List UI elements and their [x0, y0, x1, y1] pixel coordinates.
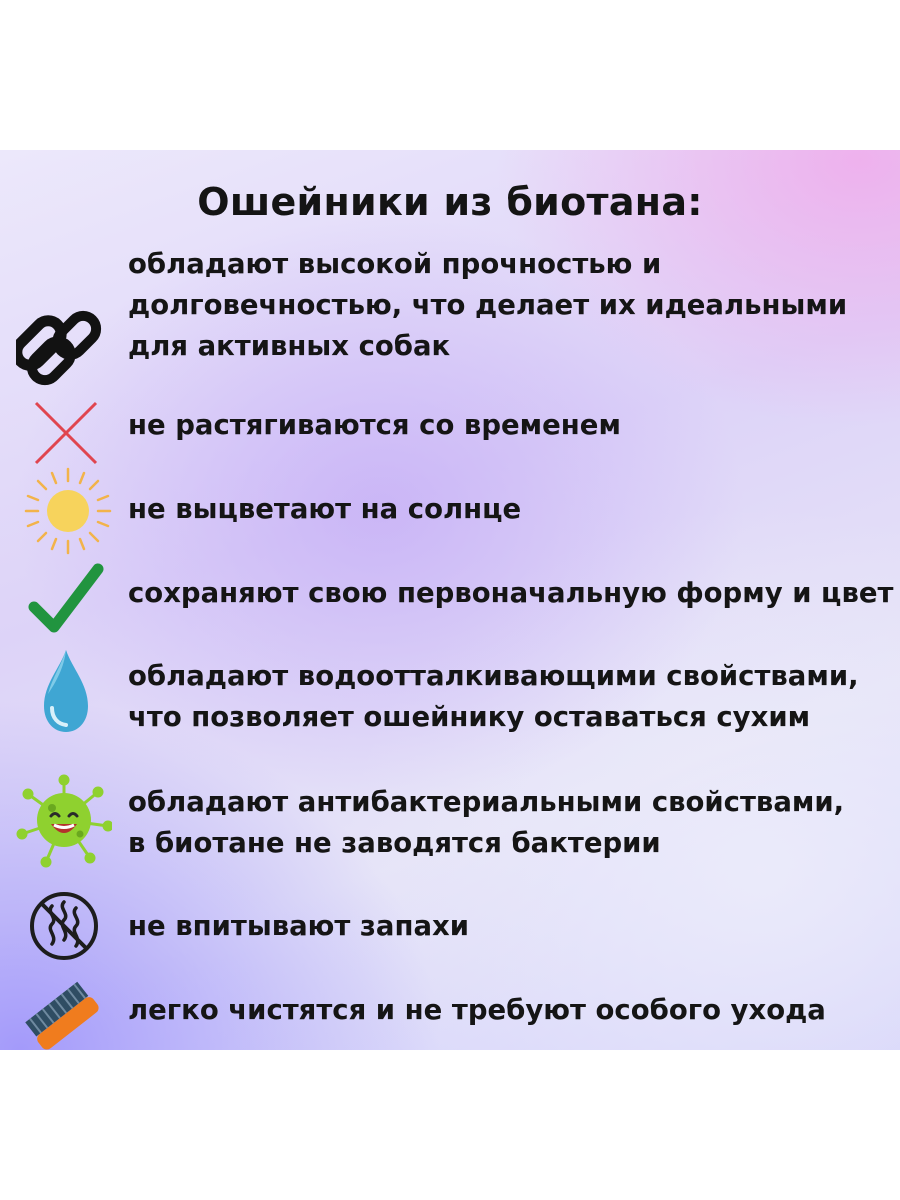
sun-icon — [16, 463, 112, 559]
list-item-line: обладают водоотталкивающими свойствами, — [128, 660, 859, 692]
list-item-line: обладают антибактериальными свойствами, — [128, 786, 845, 818]
list-item-text — [128, 656, 898, 738]
list-item-text — [128, 990, 898, 1031]
list-item-text — [128, 573, 898, 614]
bacteria-icon — [16, 772, 112, 868]
checkmark-icon — [16, 557, 112, 653]
list-item-text — [128, 244, 898, 367]
water-drop-icon — [16, 646, 112, 742]
list-item-line: долговечностью, что делает их идеальными — [128, 289, 848, 321]
list-item-text — [128, 405, 898, 446]
list-item-line: не выцветают на солнце — [128, 493, 522, 525]
list-item-line: не растягиваются со временем — [128, 409, 621, 441]
list-item-line: для активных собак — [128, 330, 451, 362]
info-card — [0, 150, 900, 1050]
brush-icon — [16, 972, 112, 1050]
no-odor-icon — [16, 878, 112, 974]
list-item-line: легко чистятся и не требуют особого ухода — [128, 994, 826, 1026]
chain-link-icon — [16, 300, 112, 396]
list-item-line: сохраняют свою первоначальную форму и цвет — [128, 577, 894, 609]
list-item-line: не впитывают запахи — [128, 910, 470, 942]
list-item-line: обладают высокой прочностью и — [128, 248, 662, 280]
list-item-line: что позволяет ошейнику оставаться сухим — [128, 701, 811, 733]
list-item-line: в биотане не заводятся бактерии — [128, 827, 661, 859]
list-item-text — [128, 906, 898, 947]
page-title-text: Ошейники из биотана: — [197, 180, 703, 224]
list-item-text — [128, 782, 898, 864]
list-item-text — [128, 489, 898, 530]
page-title — [0, 180, 900, 224]
